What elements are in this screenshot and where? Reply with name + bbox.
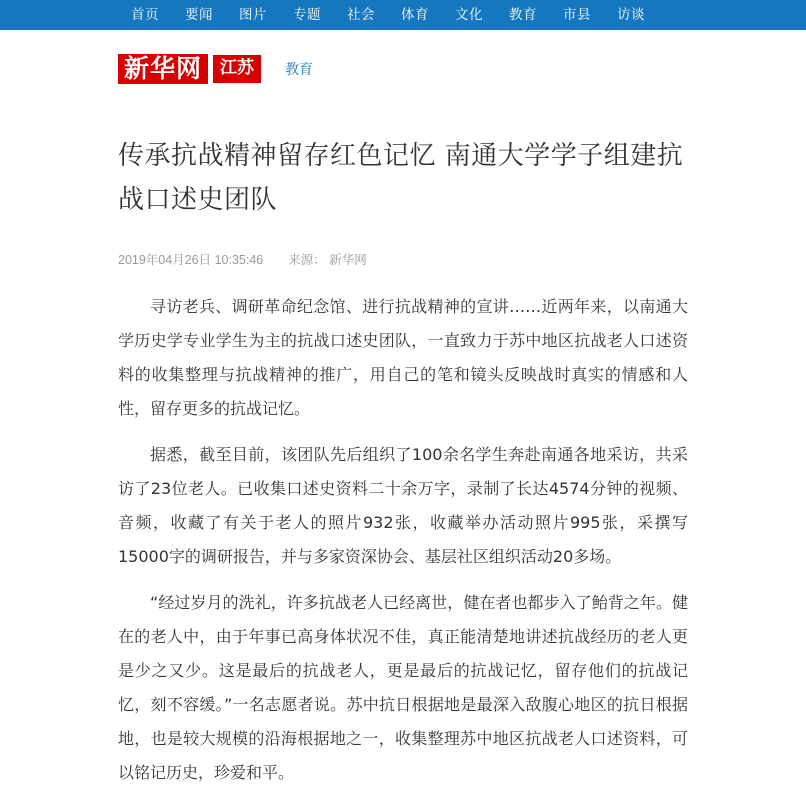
topnav-item-2[interactable]: 图片 <box>239 7 267 22</box>
topnav-item-3[interactable]: 专题 <box>293 7 321 22</box>
logo-main-text: 新华网 <box>118 54 208 84</box>
topnav-item-5[interactable]: 体育 <box>401 7 429 22</box>
top-navigation-bar <box>0 0 806 30</box>
article-source-label: 来源： <box>288 253 326 267</box>
site-logo[interactable] <box>118 53 263 85</box>
article-container <box>0 134 806 790</box>
topnav-item-8[interactable]: 市县 <box>563 7 591 22</box>
logo-region-text: 江苏 <box>211 53 263 85</box>
article-paragraph-2: 据悉，截至目前，该团队先后组织了100余名学生奔赴南通各地采访，共采访了23位老人。已收集口述史资料二十余万字，录制了长达4574分钟的视频、音频，收藏了有关于老人的照片932张，收藏举办活动照片995张，采撰写15000字的调研报告，并与多家资深协会、基层社区组织活动20多场。 <box>118 445 688 566</box>
channel-link-education[interactable]: 教育 <box>285 61 314 77</box>
topnav-item-4[interactable]: 社会 <box>347 7 375 22</box>
topnav-item-7[interactable]: 教育 <box>509 7 537 22</box>
article-source: 新华网 <box>329 253 367 267</box>
page-title: 传承抗战精神留存红色记忆 南通大学学子组建抗战口述史团队 <box>118 141 684 215</box>
article-date: 2019年04月26日 10:35:46 <box>118 253 264 267</box>
topnav-item-6[interactable]: 文化 <box>455 7 483 22</box>
topnav-item-1[interactable]: 要闻 <box>185 7 213 22</box>
article-paragraph-1: 寻访老兵、调研革命纪念馆、进行抗战精神的宣讲……近两年来，以南通大学历史学专业学生为主的抗战口述史团队，一直致力于苏中地区抗战老人口述资料的收集整理与抗战精神的推广，用自己的笔和镜头反映战时真实的情感和人性，留存更多的抗战记忆。 <box>118 297 688 418</box>
topnav-item-9[interactable]: 访谈 <box>617 7 645 22</box>
topnav-item-0[interactable]: 首页 <box>131 7 159 22</box>
article-meta <box>118 250 688 268</box>
article-paragraph-3: “经过岁月的洗礼，许多抗战老人已经离世，健在者也都步入了鲐背之年。健在的老人中，由于年事已高身体状况不佳，真正能清楚地讲述抗战经历的老人更是少之又少。这是最后的抗战老人，更是最后的抗战记忆，留存他们的抗战记忆，刻不容缓。”一名志愿者说。苏中抗日根据地是最深入敌腹心地区的抗日根据地，也是较大规模的沿海根据地之一，收集整理苏中地区抗战老人口述资料，可以铭记历史，珍爱和平。 <box>118 593 688 782</box>
article-body <box>118 290 688 790</box>
site-masthead <box>0 30 806 108</box>
